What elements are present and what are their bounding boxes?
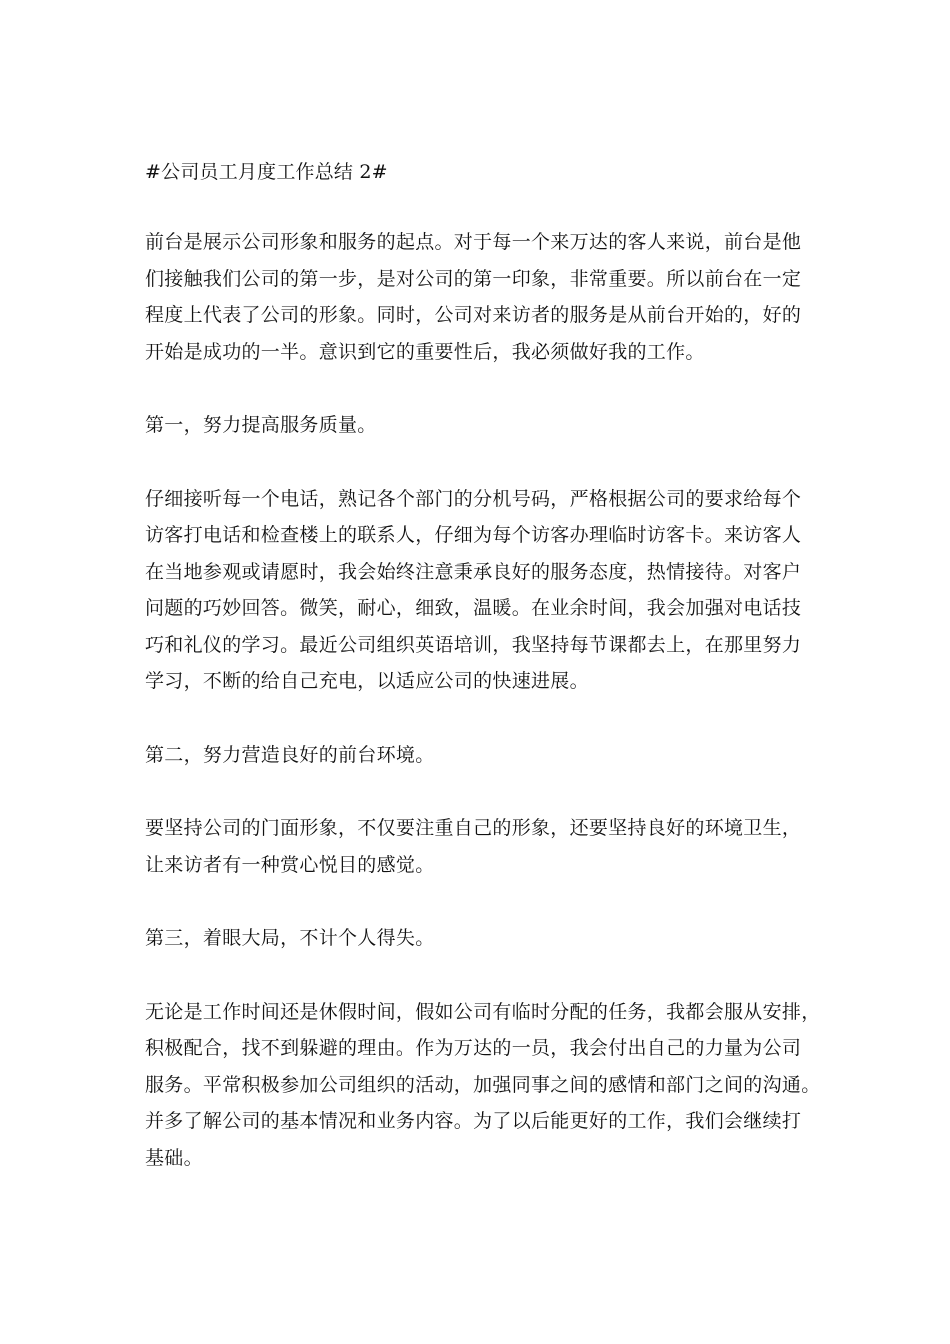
spacer — [145, 444, 810, 481]
text-line: 第三，着眼大局，不计个人得失。 — [145, 927, 435, 949]
text-line: 访客打电话和检查楼上的联系人，仔细为每个访客办理临时访客卡。来访客人 — [145, 524, 802, 546]
section-heading-1 — [145, 407, 810, 444]
text-line: 服务。平常积极参加公司组织的活动，加强同事之间的感情和部门之间的沟通。 — [145, 1073, 821, 1096]
section-heading-2 — [145, 737, 810, 774]
text-line: 第二，努力营造良好的前台环境。 — [145, 743, 435, 766]
text-line: 积极配合，找不到躲避的理由。作为万达的一员，我会付出自己的力量为公司 — [145, 1037, 802, 1059]
spacer — [145, 700, 810, 737]
spacer — [145, 883, 810, 920]
text-line: 学习，不断的给自己充电，以适应公司的快速进展。 — [145, 670, 589, 692]
text-line: 仔细接听每一个电话，熟记各个部门的分机号码，严格根据公司的要求给每个 — [145, 487, 802, 510]
text-line: 程度上代表了公司的形象。同时，公司对来访者的服务是从前台开始的，好的 — [145, 304, 802, 326]
text-line: 在当地参观或请愿时，我会始终注意秉承良好的服务态度，热情接待。对客户 — [145, 560, 802, 583]
text-line: 前台是展示公司形象和服务的起点。对于每一个来万达的客人来说，前台是他 — [145, 231, 802, 253]
text-line: 开始是成功的一半。意识到它的重要性后，我必须做好我的工作。 — [145, 340, 705, 363]
paragraph-environment — [145, 810, 810, 883]
spacer — [145, 370, 810, 407]
document-page — [145, 156, 821, 1176]
spacer — [145, 773, 810, 810]
text-line: 们接触我们公司的第一步，是对公司的第一印象，非常重要。所以前台在一定 — [145, 267, 802, 290]
paragraph-intro — [145, 224, 810, 370]
paragraph-service — [145, 481, 810, 700]
paragraph-overall — [145, 994, 821, 1177]
text-line: 基础。 — [145, 1146, 203, 1169]
text-line: 让来访者有一种赏心悦目的感觉。 — [145, 853, 435, 876]
document-title: #公司员工月度工作总结 2# — [145, 161, 388, 183]
text-line: 巧和礼仪的学习。最近公司组织英语培训，我坚持每节课都去上，在那里努力 — [145, 633, 802, 656]
text-line: 无论是工作时间还是休假时间，假如公司有临时分配的任务，我都会服从安排， — [145, 1000, 821, 1023]
text-line: 第一，努力提高服务质量。 — [145, 414, 377, 436]
text-line: 问题的巧妙回答。微笑，耐心，细致，温暖。在业余时间，我会加强对电话技 — [145, 597, 802, 619]
section-heading-3 — [145, 920, 810, 957]
spacer — [145, 188, 810, 224]
text-line: 要坚持公司的门面形象，不仅要注重自己的形象，还要坚持良好的环境卫生， — [145, 817, 802, 839]
text-line: 并多了解公司的基本情况和业务内容。为了以后能更好的工作，我们会继续打 — [145, 1110, 802, 1132]
spacer — [145, 957, 810, 994]
